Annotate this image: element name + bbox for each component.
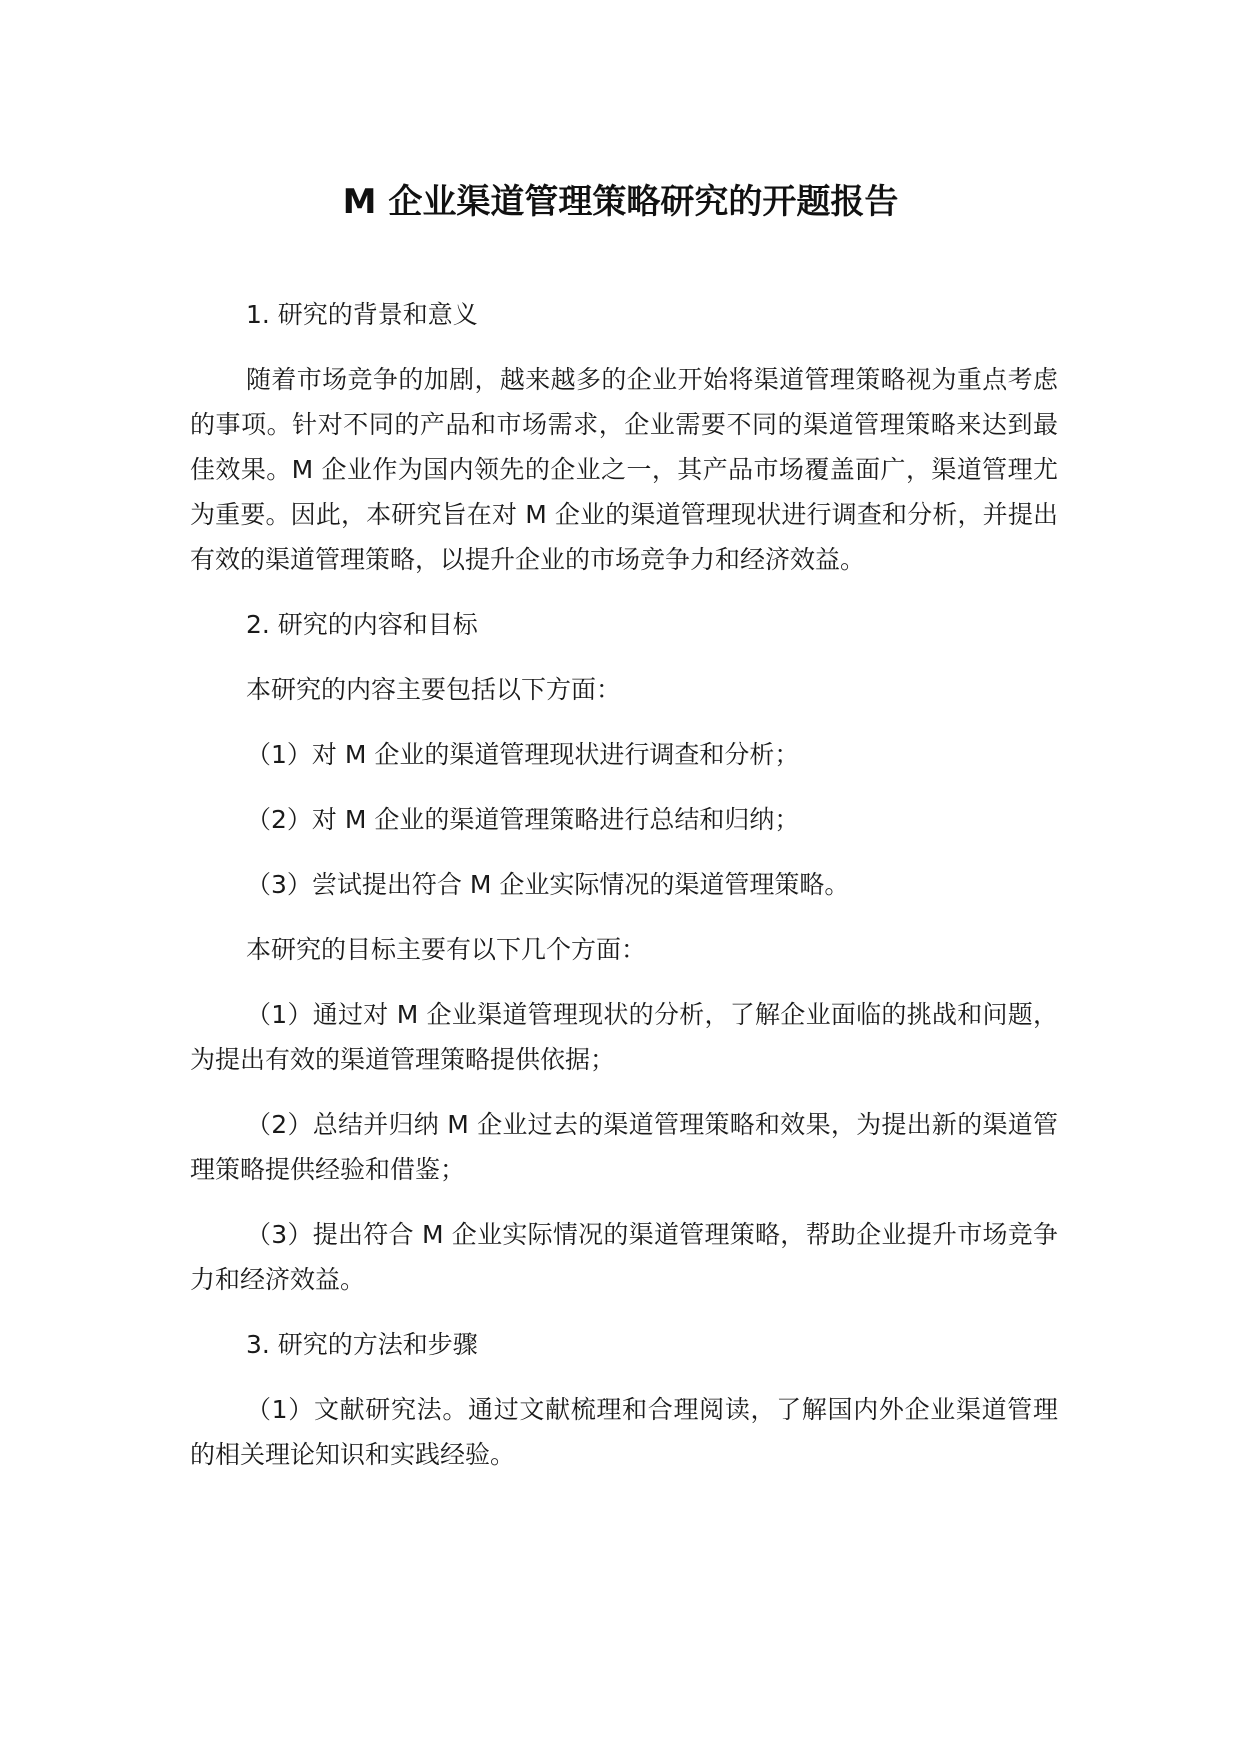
goal-item-2: （2）总结并归纳 M 企业过去的渠道管理策略和效果，为提出新的渠道管理策略提供经验和借鉴；: [190, 1110, 1058, 1184]
paragraph-content-intro: 本研究的内容主要包括以下方面：: [246, 675, 622, 704]
section-heading-methods: 3. 研究的方法和步骤: [246, 1330, 478, 1359]
goal-item-3: （3）提出符合 M 企业实际情况的渠道管理策略，帮助企业提升市场竞争力和经济效益。: [190, 1220, 1058, 1294]
goal-item-1: （1）通过对 M 企业渠道管理现状的分析，了解企业面临的挑战和问题，为提出有效的渠道管理策略提供依据；: [190, 1000, 1058, 1074]
section-heading-content-goals: 2. 研究的内容和目标: [246, 610, 478, 639]
content-item-1: （1）对 M 企业的渠道管理现状进行调查和分析；: [246, 740, 800, 769]
content-item-2: （2）对 M 企业的渠道管理策略进行总结和归纳；: [246, 805, 800, 834]
method-item-1: （1）文献研究法。通过文献梳理和合理阅读，了解国内外企业渠道管理的相关理论知识和实践经验。: [190, 1395, 1058, 1469]
paragraph-goals-intro: 本研究的目标主要有以下几个方面：: [246, 935, 647, 964]
paragraph-background: 随着市场竞争的加剧，越来越多的企业开始将渠道管理策略视为重点考虑的事项。针对不同的产品和市场需求，企业需要不同的渠道管理策略来达到最佳效果。M 企业作为国内领先的企业之一，其产品市场覆盖面广，渠道管理尤为重要。因此，本研究旨在对 M 企业的渠道管理现状进行调查和分析，并提出有效的渠道管理策略，以提升企业的市场竞争力和经济效益。: [190, 365, 1058, 574]
content-item-3: （3）尝试提出符合 M 企业实际情况的渠道管理策略。: [246, 870, 850, 899]
document-body: [190, 292, 1058, 1497]
section-heading-background: 1. 研究的背景和意义: [246, 300, 478, 329]
document-title: M 企业渠道管理策略研究的开题报告: [342, 182, 899, 222]
